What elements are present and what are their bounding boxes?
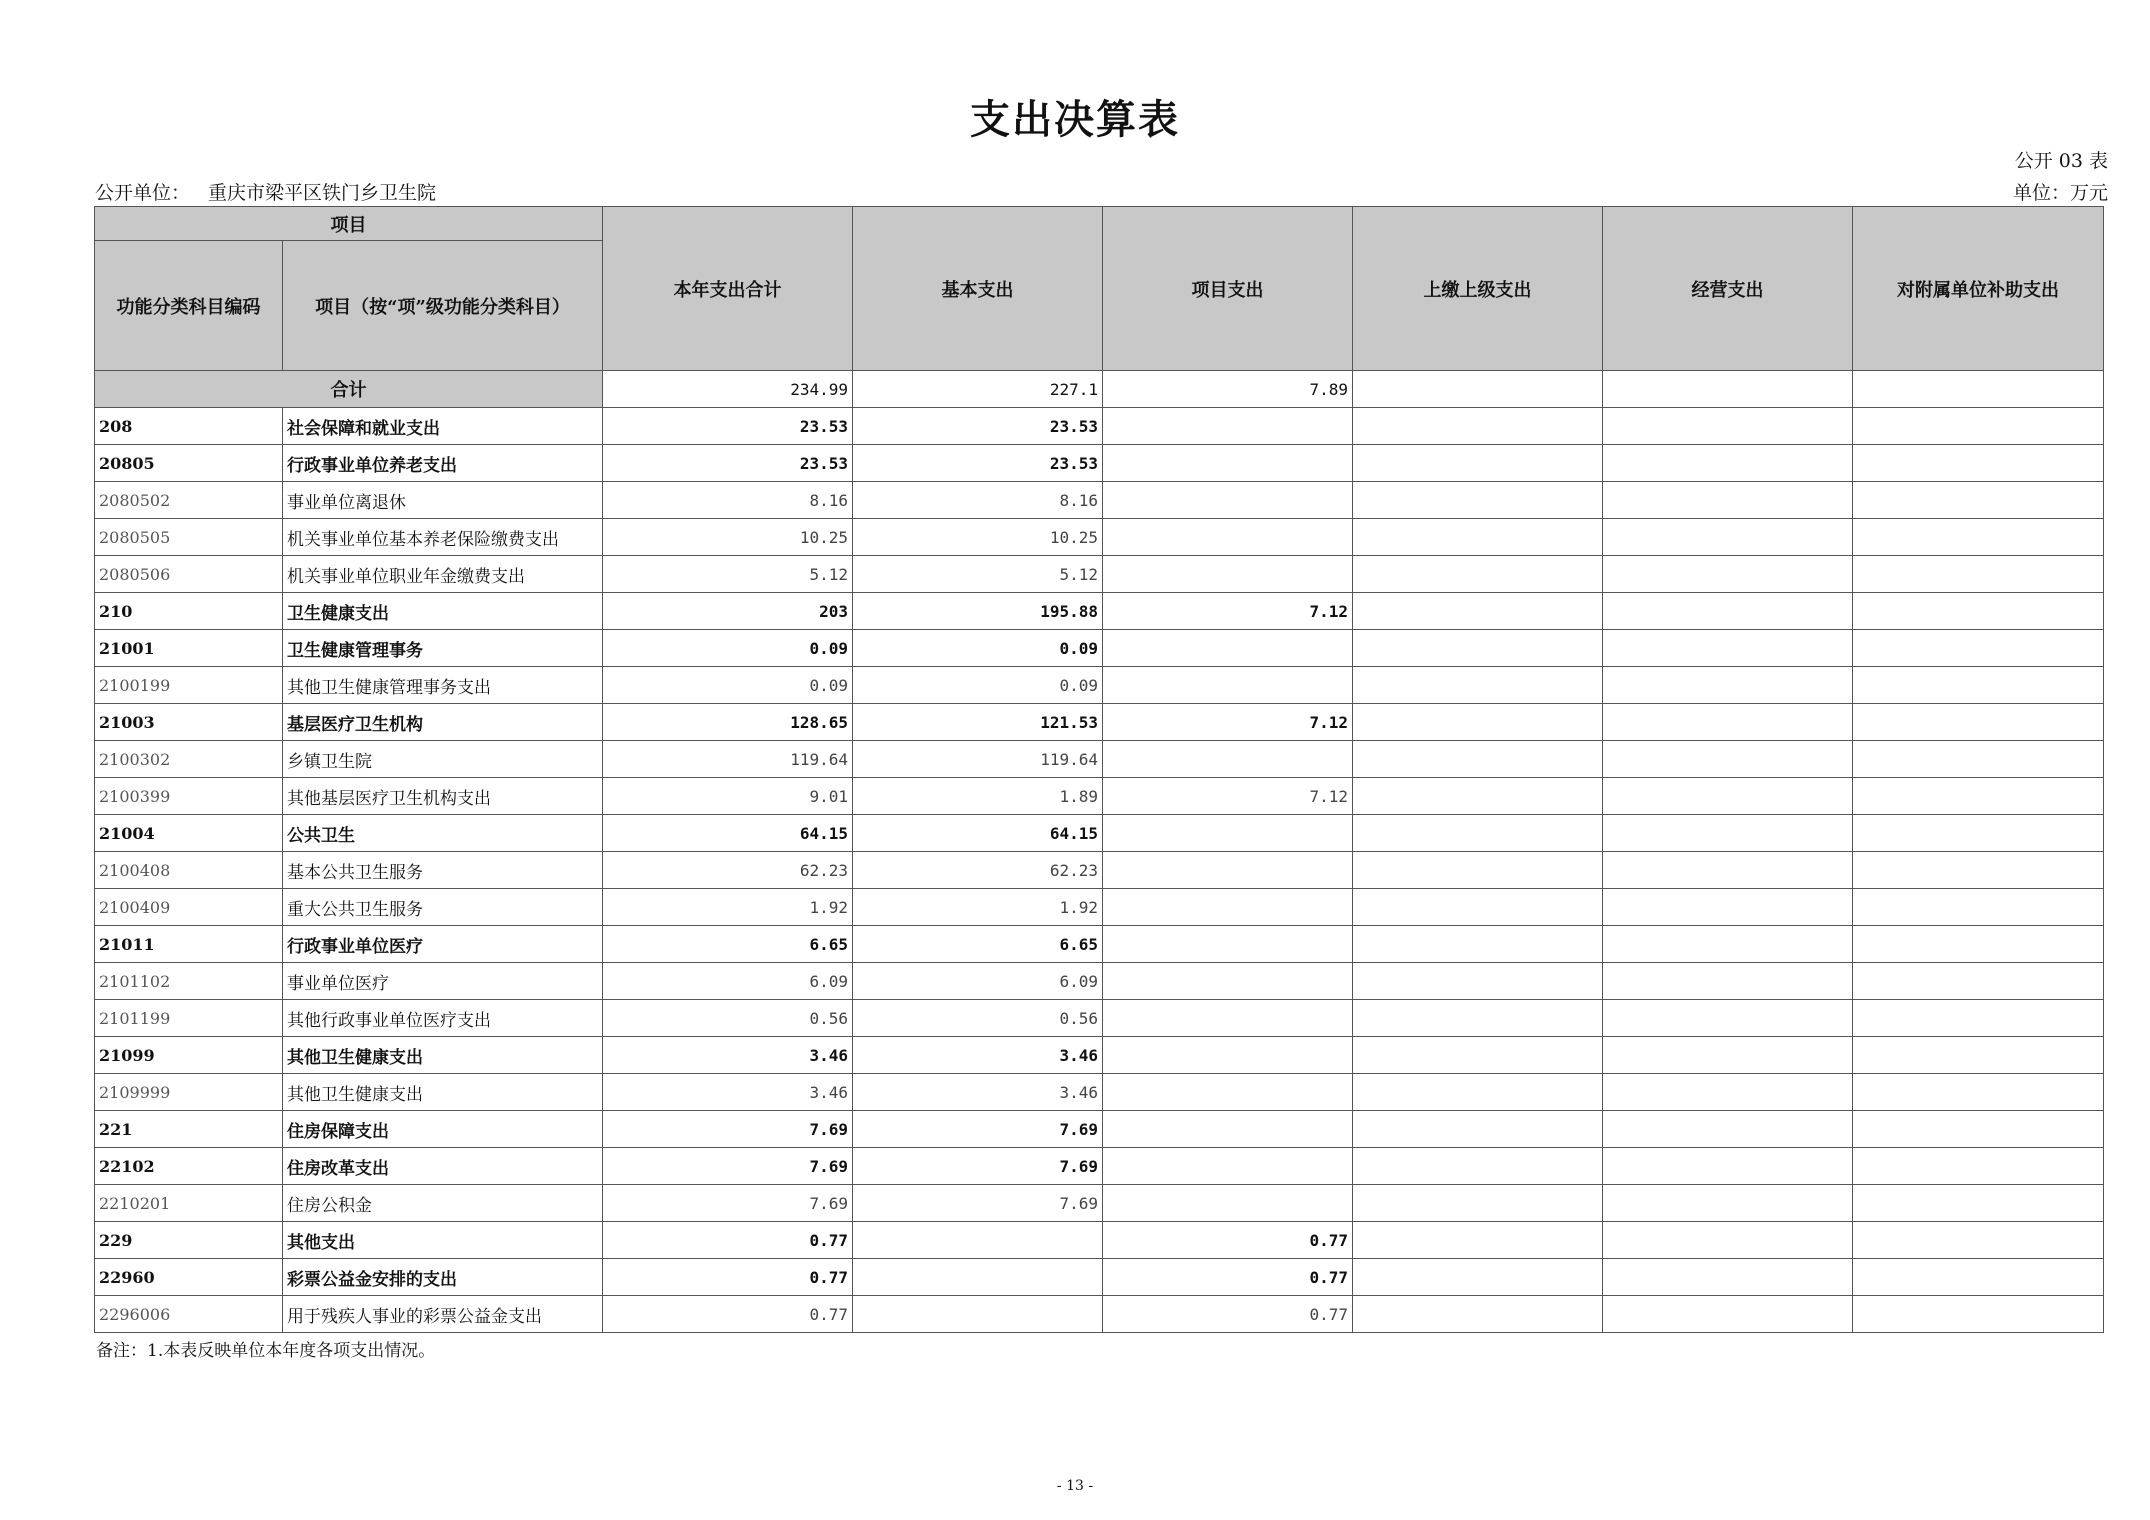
row-name: 彩票公益金安排的支出 <box>283 1259 603 1296</box>
row-value: 0.56 <box>853 1000 1103 1037</box>
table-row <box>95 408 2104 445</box>
row-value <box>1353 889 1603 926</box>
row-value: 6.09 <box>603 963 853 1000</box>
row-value: 0.09 <box>603 667 853 704</box>
row-value <box>1353 1148 1603 1185</box>
total-cell <box>1853 371 2104 408</box>
table-row <box>95 1074 2104 1111</box>
row-value <box>1853 630 2104 667</box>
row-value: 10.25 <box>603 519 853 556</box>
row-value <box>1853 741 2104 778</box>
row-value <box>1853 556 2104 593</box>
row-value: 0.77 <box>603 1296 853 1333</box>
row-value <box>1603 778 1853 815</box>
row-value <box>1103 667 1353 704</box>
row-value: 62.23 <box>853 852 1103 889</box>
row-value: 7.12 <box>1103 593 1353 630</box>
row-value <box>1353 630 1603 667</box>
row-value <box>1853 1296 2104 1333</box>
row-value: 3.46 <box>603 1074 853 1111</box>
table-row <box>95 741 2104 778</box>
table-row <box>95 704 2104 741</box>
row-value: 128.65 <box>603 704 853 741</box>
table-row <box>95 1185 2104 1222</box>
row-name: 基层医疗卫生机构 <box>283 704 603 741</box>
row-value <box>1603 1148 1853 1185</box>
unit-name: 重庆市梁平区铁门乡卫生院 <box>208 182 437 204</box>
row-value <box>1353 1000 1603 1037</box>
row-value: 1.92 <box>853 889 1103 926</box>
row-name: 住房公积金 <box>283 1185 603 1222</box>
row-value <box>1103 630 1353 667</box>
row-value: 0.77 <box>1103 1296 1353 1333</box>
row-value <box>1103 815 1353 852</box>
reporting-unit <box>95 178 436 205</box>
table-row <box>95 519 2104 556</box>
row-value <box>1353 1185 1603 1222</box>
table-row <box>95 815 2104 852</box>
table-row <box>95 630 2104 667</box>
table-row <box>95 1222 2104 1259</box>
row-value <box>1103 556 1353 593</box>
row-value <box>1603 704 1853 741</box>
row-value: 3.46 <box>853 1074 1103 1111</box>
row-code: 229 <box>95 1222 283 1259</box>
table-row <box>95 926 2104 963</box>
table-row <box>95 778 2104 815</box>
row-value: 0.56 <box>603 1000 853 1037</box>
row-value <box>1103 889 1353 926</box>
row-value <box>1853 963 2104 1000</box>
row-value <box>1103 1185 1353 1222</box>
row-value <box>1853 408 2104 445</box>
row-value <box>1103 408 1353 445</box>
row-code: 21001 <box>95 630 283 667</box>
row-value: 1.89 <box>853 778 1103 815</box>
table-row <box>95 1296 2104 1333</box>
row-value <box>1353 741 1603 778</box>
row-value: 23.53 <box>853 408 1103 445</box>
row-value: 7.69 <box>853 1185 1103 1222</box>
row-value <box>1853 1259 2104 1296</box>
row-code: 2100409 <box>95 889 283 926</box>
table-row <box>95 1000 2104 1037</box>
row-value <box>1603 667 1853 704</box>
total-cell: 234.99 <box>603 371 853 408</box>
row-value <box>1353 408 1603 445</box>
table-row <box>95 1037 2104 1074</box>
footnote: 备注：1.本表反映单位本年度各项支出情况。 <box>96 1341 436 1361</box>
form-number: 公开 03 表 <box>2014 150 2108 172</box>
row-value: 6.65 <box>853 926 1103 963</box>
row-value <box>853 1222 1103 1259</box>
row-name: 其他卫生健康支出 <box>283 1037 603 1074</box>
total-cell <box>1353 371 1603 408</box>
row-value <box>1853 667 2104 704</box>
row-value <box>1103 741 1353 778</box>
row-name: 乡镇卫生院 <box>283 741 603 778</box>
row-code: 21003 <box>95 704 283 741</box>
table-row <box>95 1259 2104 1296</box>
row-value <box>1103 852 1353 889</box>
row-value: 23.53 <box>603 408 853 445</box>
row-value <box>853 1259 1103 1296</box>
row-value <box>1603 519 1853 556</box>
row-value <box>1103 482 1353 519</box>
row-value: 8.16 <box>603 482 853 519</box>
row-value: 0.77 <box>603 1259 853 1296</box>
total-row <box>95 371 2104 408</box>
table-row <box>95 482 2104 519</box>
row-value: 119.64 <box>853 741 1103 778</box>
row-value: 62.23 <box>603 852 853 889</box>
row-name: 重大公共卫生服务 <box>283 889 603 926</box>
row-code: 2101199 <box>95 1000 283 1037</box>
row-value <box>1353 1259 1603 1296</box>
row-code: 208 <box>95 408 283 445</box>
row-value <box>1103 519 1353 556</box>
row-value <box>1353 963 1603 1000</box>
row-value: 10.25 <box>853 519 1103 556</box>
row-name: 行政事业单位医疗 <box>283 926 603 963</box>
header-code: 功能分类科目编码 <box>95 241 283 371</box>
row-value <box>1603 963 1853 1000</box>
row-value <box>1353 1222 1603 1259</box>
row-value <box>1353 482 1603 519</box>
row-value <box>1353 1037 1603 1074</box>
row-value: 0.77 <box>1103 1222 1353 1259</box>
row-value <box>1353 926 1603 963</box>
row-value: 0.09 <box>853 630 1103 667</box>
row-value: 121.53 <box>853 704 1103 741</box>
page-title: 支出决算表 <box>970 96 1180 143</box>
row-value <box>1353 1074 1603 1111</box>
row-value: 6.09 <box>853 963 1103 1000</box>
row-value <box>1603 1185 1853 1222</box>
row-name: 机关事业单位基本养老保险缴费支出 <box>283 519 603 556</box>
row-value <box>1603 852 1853 889</box>
header-item-group: 项目 <box>95 207 603 241</box>
row-value: 0.09 <box>603 630 853 667</box>
row-value <box>1603 445 1853 482</box>
table-row <box>95 963 2104 1000</box>
row-value <box>1353 852 1603 889</box>
row-value: 3.46 <box>603 1037 853 1074</box>
row-name: 其他卫生健康支出 <box>283 1074 603 1111</box>
page-number: - 13 - <box>1056 1478 1094 1494</box>
row-value: 195.88 <box>853 593 1103 630</box>
row-value <box>1103 1037 1353 1074</box>
table-row <box>95 1111 2104 1148</box>
row-value <box>1103 963 1353 1000</box>
row-value <box>1853 1074 2104 1111</box>
row-value <box>1853 445 2104 482</box>
row-value <box>1603 1111 1853 1148</box>
header-name: 项目（按“项”级功能分类科目） <box>283 241 603 371</box>
row-value: 7.12 <box>1103 778 1353 815</box>
row-value <box>1603 1259 1853 1296</box>
row-value: 8.16 <box>853 482 1103 519</box>
row-name: 住房保障支出 <box>283 1111 603 1148</box>
row-value: 203 <box>603 593 853 630</box>
row-value: 7.69 <box>603 1111 853 1148</box>
row-value <box>1103 445 1353 482</box>
currency-unit: 单位：万元 <box>2012 182 2108 204</box>
table-row <box>95 667 2104 704</box>
row-value <box>1853 889 2104 926</box>
row-value <box>1853 1000 2104 1037</box>
total-cell: 227.1 <box>853 371 1103 408</box>
row-value <box>1603 1074 1853 1111</box>
row-name: 住房改革支出 <box>283 1148 603 1185</box>
row-value: 5.12 <box>853 556 1103 593</box>
row-name: 机关事业单位职业年金缴费支出 <box>283 556 603 593</box>
row-value <box>1103 1000 1353 1037</box>
row-value <box>1603 593 1853 630</box>
row-name: 卫生健康管理事务 <box>283 630 603 667</box>
row-value <box>1603 815 1853 852</box>
row-code: 21099 <box>95 1037 283 1074</box>
header-col-basic: 基本支出 <box>853 207 1103 371</box>
row-value <box>1853 519 2104 556</box>
row-value: 7.69 <box>853 1148 1103 1185</box>
row-value <box>1103 926 1353 963</box>
row-code: 2100199 <box>95 667 283 704</box>
row-value <box>1103 1111 1353 1148</box>
total-label: 合计 <box>95 371 603 408</box>
row-value <box>1853 1185 2104 1222</box>
row-value <box>1603 1222 1853 1259</box>
table-row <box>95 1148 2104 1185</box>
row-value <box>1853 1222 2104 1259</box>
row-value: 119.64 <box>603 741 853 778</box>
row-value <box>1603 1296 1853 1333</box>
row-value: 64.15 <box>603 815 853 852</box>
row-value <box>1603 926 1853 963</box>
row-value <box>1853 926 2104 963</box>
row-value: 64.15 <box>853 815 1103 852</box>
row-code: 2080502 <box>95 482 283 519</box>
row-value <box>1603 556 1853 593</box>
row-value: 5.12 <box>603 556 853 593</box>
total-cell: 7.89 <box>1103 371 1353 408</box>
row-value <box>1853 1111 2104 1148</box>
header-col-project: 项目支出 <box>1103 207 1353 371</box>
row-value <box>1353 1296 1603 1333</box>
row-value: 7.12 <box>1103 704 1353 741</box>
row-value <box>1353 667 1603 704</box>
row-value: 23.53 <box>603 445 853 482</box>
row-code: 2100408 <box>95 852 283 889</box>
row-value <box>1603 1037 1853 1074</box>
row-value: 3.46 <box>853 1037 1103 1074</box>
row-code: 2210201 <box>95 1185 283 1222</box>
table-row <box>95 889 2104 926</box>
row-name: 事业单位离退休 <box>283 482 603 519</box>
row-value <box>1603 482 1853 519</box>
row-code: 2080506 <box>95 556 283 593</box>
row-value <box>1853 778 2104 815</box>
row-code: 221 <box>95 1111 283 1148</box>
row-code: 20805 <box>95 445 283 482</box>
row-value: 0.77 <box>603 1222 853 1259</box>
row-value: 7.69 <box>603 1148 853 1185</box>
row-name: 卫生健康支出 <box>283 593 603 630</box>
row-value <box>1853 482 2104 519</box>
total-cell <box>1603 371 1853 408</box>
row-value: 7.69 <box>853 1111 1103 1148</box>
row-value <box>1103 1074 1353 1111</box>
row-code: 2101102 <box>95 963 283 1000</box>
header-col-total: 本年支出合计 <box>603 207 853 371</box>
row-value <box>1853 1148 2104 1185</box>
row-value <box>1853 1037 2104 1074</box>
row-name: 其他行政事业单位医疗支出 <box>283 1000 603 1037</box>
row-code: 2296006 <box>95 1296 283 1333</box>
row-code: 21004 <box>95 815 283 852</box>
row-value <box>1353 519 1603 556</box>
row-code: 22960 <box>95 1259 283 1296</box>
row-value <box>1853 852 2104 889</box>
row-name: 其他支出 <box>283 1222 603 1259</box>
row-value <box>853 1296 1103 1333</box>
row-value <box>1603 1000 1853 1037</box>
row-code: 2100302 <box>95 741 283 778</box>
row-value <box>1853 815 2104 852</box>
row-code: 2109999 <box>95 1074 283 1111</box>
row-value <box>1353 778 1603 815</box>
row-value: 1.92 <box>603 889 853 926</box>
row-value: 9.01 <box>603 778 853 815</box>
row-name: 社会保障和就业支出 <box>283 408 603 445</box>
row-value <box>1353 556 1603 593</box>
row-name: 公共卫生 <box>283 815 603 852</box>
row-value: 7.69 <box>603 1185 853 1222</box>
row-name: 其他基层医疗卫生机构支出 <box>283 778 603 815</box>
row-code: 210 <box>95 593 283 630</box>
row-value <box>1603 889 1853 926</box>
expenditure-table <box>94 206 2104 1333</box>
row-value <box>1853 704 2104 741</box>
row-value <box>1853 593 2104 630</box>
row-value: 0.77 <box>1103 1259 1353 1296</box>
row-name: 用于残疾人事业的彩票公益金支出 <box>283 1296 603 1333</box>
header-col-operating: 经营支出 <box>1603 207 1853 371</box>
row-code: 22102 <box>95 1148 283 1185</box>
row-value: 6.65 <box>603 926 853 963</box>
row-name: 行政事业单位养老支出 <box>283 445 603 482</box>
row-name: 基本公共卫生服务 <box>283 852 603 889</box>
row-code: 21011 <box>95 926 283 963</box>
row-value <box>1353 445 1603 482</box>
header-col-upper: 上缴上级支出 <box>1353 207 1603 371</box>
row-value <box>1353 1111 1603 1148</box>
row-value <box>1603 630 1853 667</box>
table-row <box>95 593 2104 630</box>
row-value <box>1603 408 1853 445</box>
row-name: 事业单位医疗 <box>283 963 603 1000</box>
row-value <box>1353 815 1603 852</box>
row-code: 2100399 <box>95 778 283 815</box>
row-value <box>1353 704 1603 741</box>
table-row <box>95 556 2104 593</box>
table-row <box>95 445 2104 482</box>
row-value <box>1353 593 1603 630</box>
row-value <box>1603 741 1853 778</box>
row-value <box>1103 1148 1353 1185</box>
header-col-subsidy: 对附属单位补助支出 <box>1853 207 2104 371</box>
row-code: 2080505 <box>95 519 283 556</box>
row-value: 0.09 <box>853 667 1103 704</box>
unit-label: 公开单位： <box>95 182 191 204</box>
table-row <box>95 852 2104 889</box>
row-name: 其他卫生健康管理事务支出 <box>283 667 603 704</box>
row-value: 23.53 <box>853 445 1103 482</box>
